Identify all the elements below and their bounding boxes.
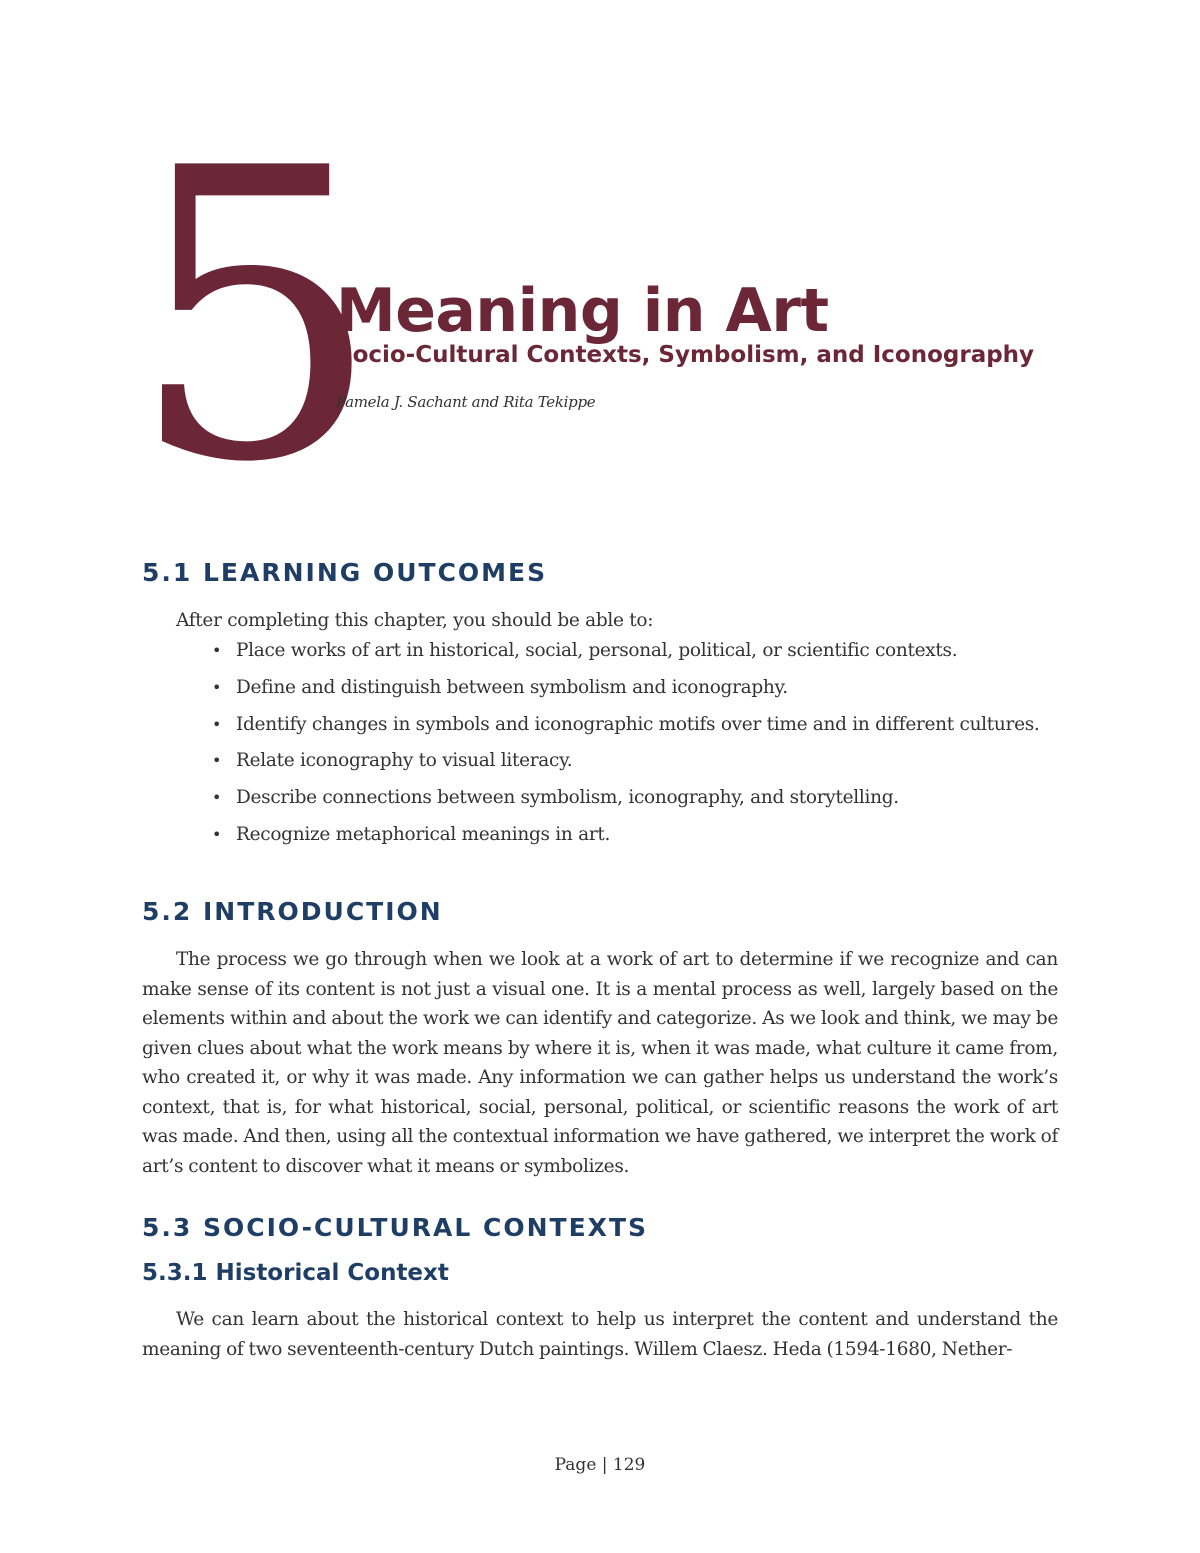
learning-outcomes-intro: After completing this chapter, you should be able to: — [176, 610, 654, 631]
learning-outcomes-list — [210, 636, 1110, 857]
bullet-icon: • — [212, 677, 222, 697]
chapter-authors: Pamela J. Sachant and Rita Tekippe — [336, 393, 596, 411]
list-item — [210, 783, 1110, 820]
list-item-text: Relate iconography to visual literacy. — [236, 750, 573, 772]
chapter-subtitle: Socio-Cultural Contexts, Symbolism, and Iconography — [336, 342, 1035, 368]
list-item-text: Place works of art in historical, social, personal, political, or scientific contexts. — [236, 640, 958, 661]
chapter-title: Meaning in Art — [336, 276, 829, 346]
list-item — [210, 820, 1110, 857]
bullet-icon: • — [212, 824, 222, 844]
bullet-icon: • — [212, 641, 222, 660]
introduction-paragraph: The process we go through when we look at a work of art to determine if we recognize and can make sense of its content is not just a visual one. It is a mental process as well, largely based on the elements within and about the work we can identify and categorize. As we look and think, we may be given clues about what the work means by where it is, when it was made, what culture it came from, who created it, or why it was made. Any information we can gather helps us understand the work’s context, that is, for what historical, social, personal, political, or scientific reasons the work of art was made. And then, using all the contextual information we have gathered, we interpret the work of art’s content to discover what it means or symbolizes. — [142, 949, 1058, 1177]
introduction-heading: 5.2 INTRODUCTION — [142, 897, 443, 926]
historical-context-paragraph: We can learn about the historical context to help us interpret the content and understand the meaning of two seventeenth-century Dutch paintings. Willem Claesz. Heda (1594-1680, Nether- — [142, 1309, 1058, 1360]
bullet-icon: • — [212, 788, 222, 808]
bullet-icon: • — [212, 714, 222, 734]
page-number: Page | 129 — [554, 1455, 646, 1475]
list-item — [210, 710, 1110, 747]
list-item-text: Describe connections between symbolism, iconography, and storytelling. — [236, 787, 899, 809]
socio-cultural-heading: 5.3 SOCIO-CULTURAL CONTEXTS — [142, 1213, 649, 1242]
list-item — [210, 746, 1110, 783]
historical-context-heading: 5.3.1 Historical Context — [142, 1260, 449, 1286]
list-item-text: Recognize metaphorical meanings in art. — [236, 823, 611, 845]
learning-outcomes-heading: 5.1 LEARNING OUTCOMES — [142, 558, 548, 587]
bullet-icon: • — [212, 751, 222, 771]
list-item-text: Define and distinguish between symbolism and iconography. — [236, 676, 788, 698]
chapter-number: 5 — [128, 85, 383, 550]
list-item — [210, 636, 1110, 673]
list-item-text: Identify changes in symbols and iconographic motifs over time and in different cultures. — [236, 713, 1040, 735]
list-item — [210, 673, 1110, 710]
